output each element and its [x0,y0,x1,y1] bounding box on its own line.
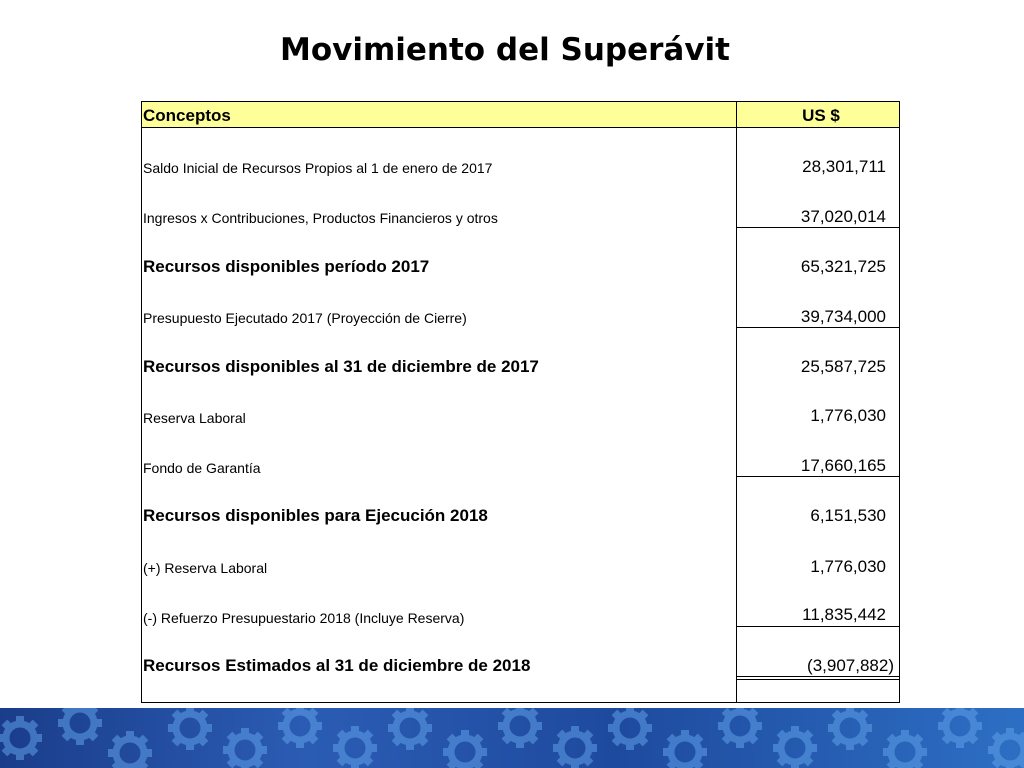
row-label-mas-reserva: (+) Reserva Laboral [143,560,268,576]
row-value-refuerzo: 11,835,442 [802,605,886,624]
row-value-mas-reserva: 1,776,030 [810,557,886,576]
row-value-presupuesto: 39,734,000 [800,307,886,326]
sum-line [737,476,899,477]
row-label-reserva-laboral: Reserva Laboral [143,410,246,426]
row-label-ingresos: Ingresos x Contribuciones, Productos Financieros y otros [143,210,498,226]
sum-line [737,327,899,328]
total-line [737,676,899,677]
row-value-fondo-garantia: 17,660,165 [800,456,886,475]
row-value-recursos-dic-2017: 25,587,725 [800,357,886,376]
row-value-recursos-2017: 65,321,725 [800,257,886,276]
header-amount: US $ [802,106,840,125]
row-value-saldo-inicial: 28,301,711 [802,157,886,176]
row-label-refuerzo: (-) Refuerzo Presupuestario 2018 (Incluye Reserva) [143,610,465,626]
gear-icon [0,708,1024,768]
page-title: Movimiento del Superávit [279,32,730,68]
footer-gear-band [0,708,1024,768]
row-label-presupuesto: Presupuesto Ejecutado 2017 (Proyección de Cierre) [143,310,467,326]
sum-line [737,227,899,228]
row-value-ingresos: 37,020,014 [800,207,886,226]
row-label-recursos-2017: Recursos disponibles período 2017 [143,257,430,276]
row-value-reserva-laboral: 1,776,030 [810,406,886,425]
total-double-line [737,679,899,680]
header-concepts: Conceptos [143,106,231,125]
row-label-recursos-dic-2017: Recursos disponibles al 31 de diciembre de 2017 [143,357,539,376]
row-label-estimados-2018: Recursos Estimados al 31 de diciembre de 2018 [143,656,531,675]
row-label-saldo-inicial: Saldo Inicial de Recursos Propios al 1 de enero de 2017 [143,160,493,176]
row-label-ejecucion-2018: Recursos disponibles para Ejecución 2018 [143,506,488,525]
row-value-ejecucion-2018: 6,151,530 [810,506,886,525]
sum-line [737,626,899,627]
row-label-fondo-garantia: Fondo de Garantía [143,460,261,476]
row-value-estimados-2018: (3,907,882) [807,656,894,675]
